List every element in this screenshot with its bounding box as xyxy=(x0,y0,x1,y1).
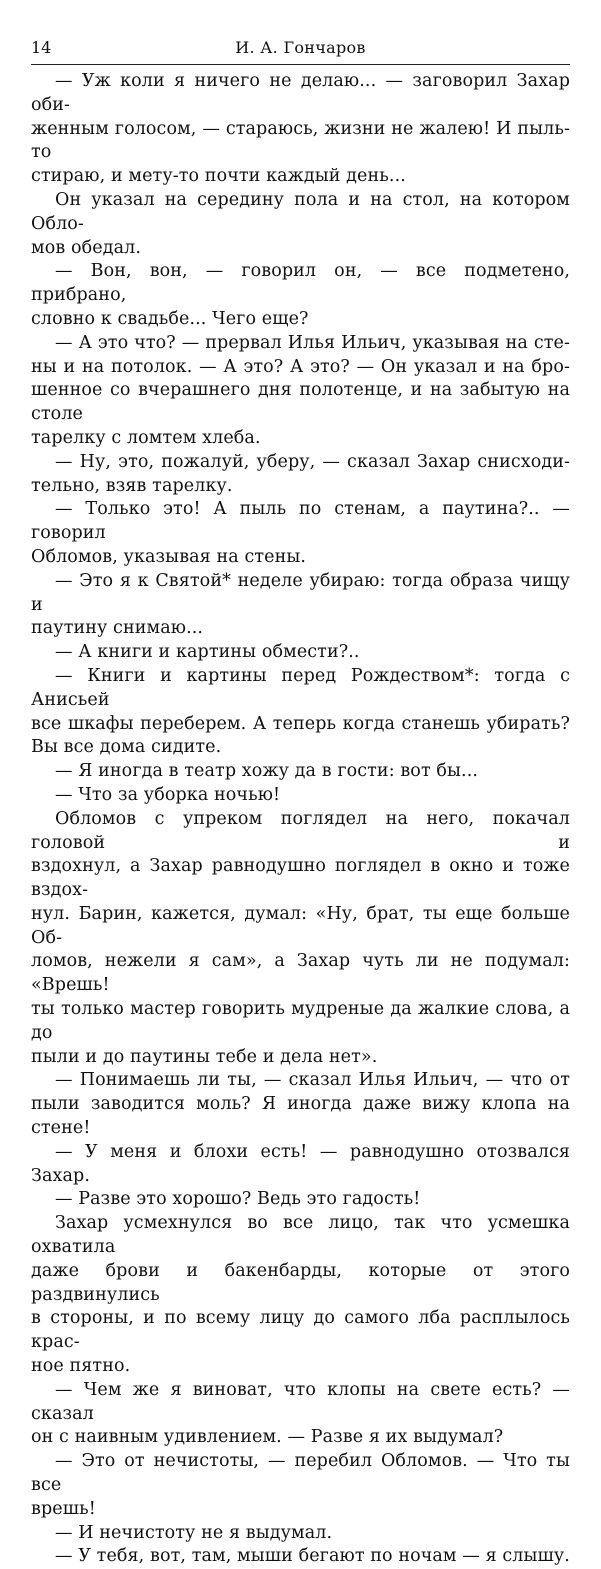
page-number: 14 xyxy=(31,38,52,57)
text-line: он с наивным удивлением. — Разве я их выдумал? xyxy=(31,1427,504,1448)
text-line: — И нечистоту не я выдумал. xyxy=(55,1522,333,1543)
text-line: Вы все дома сидите. xyxy=(31,737,222,758)
text-line: — Это от нечистоты, — перебил Обломов. — Что ты все xyxy=(31,1451,570,1496)
header-rule xyxy=(31,64,570,65)
text-line: — А книги и картины обмести?.. xyxy=(55,642,360,663)
text-line: Он указал на середину пола и на стол, на котором Обло- xyxy=(31,189,570,234)
text-line: в стороны, и по всему лицу до самого лба расплылось крас- xyxy=(31,1308,570,1353)
text-line: мов обедал. xyxy=(31,237,141,258)
text-line: — У тебя, вот, там, мыши бегают по ночам — я слышу. xyxy=(55,1546,570,1567)
text-line: — Ну, это, пожалуй, уберу, — сказал Захар снисходи- xyxy=(55,451,570,472)
text-line: словно к свадьбе... Чего еще? xyxy=(31,308,309,329)
text-line: даже брови и бакенбарды, которые от этого раздвинулись xyxy=(31,1260,570,1305)
text-line: — Чем же я виноват, что клопы на свете есть? — сказал xyxy=(31,1379,570,1424)
text-line: все шкафы переберем. А теперь когда станешь убирать? xyxy=(31,713,570,734)
text-body xyxy=(31,70,570,1569)
text-line: нул. Барин, кажется, думал: «Ну, брат, ты еще больше Об- xyxy=(31,903,570,948)
text-line: Захар усмехнулся во все лицо, так что усмешка охватила xyxy=(31,1213,570,1258)
text-line: ты только мастер говорить мудреные да жалкие слова, а до xyxy=(31,999,570,1043)
text-line: — Разве это хорошо? Ведь это гадость! xyxy=(55,1189,421,1210)
text-line: врешь! xyxy=(31,1498,96,1519)
text-line: пыли и до паутины тебе и дела нет». xyxy=(31,1046,378,1067)
text-line: ломов, нежели я сам», а Захар чуть ли не подумал: «Врешь! xyxy=(31,951,570,996)
text-line: тельно, взяв тарелку. xyxy=(31,475,233,496)
text-line: тарелку с ломтем хлеба. xyxy=(31,427,261,448)
text-line: паутину снимаю... xyxy=(31,618,204,639)
text-line: — Уж коли я ничего не делаю... — заговорил Захар оби- xyxy=(31,71,570,115)
text-line: — Я иногда в театр хожу да в гости: вот бы... xyxy=(55,761,479,782)
text-line: шенное со вчерашнего дня полотенце, и на забытую на столе xyxy=(31,380,570,425)
text-line: — Это я к Святой* неделе убираю: тогда образа чищу и xyxy=(31,570,570,615)
text-line: — Книги и картины перед Рождеством*: тогда с Анисьей xyxy=(31,665,570,710)
running-head: И. А. Гончаров xyxy=(235,38,366,57)
text-line: вздохнул, а Захар равнодушно поглядел в окно и тоже вздох- xyxy=(31,856,570,901)
text-line: — Что за уборка ночью! xyxy=(55,784,281,805)
text-line: Обломов с упреком поглядел на него, покачал головой и xyxy=(31,808,570,853)
text-line: — Понимаешь ли ты, — сказал Илья Ильич, — что от xyxy=(55,1070,570,1091)
text-line: — А это что? — прервал Илья Ильич, указывая на сте- xyxy=(55,332,570,353)
page-header xyxy=(31,30,570,58)
text-line: стираю, и мету-то почти каждый день... xyxy=(31,166,406,187)
text-line: ное пятно. xyxy=(31,1356,131,1377)
text-line: Обломов, указывая на стены. xyxy=(31,546,307,567)
text-line: — Только это! А пыль по стенам, а паутина?.. — говорил xyxy=(31,499,570,544)
text-line: пыли заводится моль? Я иногда даже вижу клопа на стене! xyxy=(31,1094,570,1139)
text-line: женным голосом, — стараюсь, жизни не жалею! И пыль-то xyxy=(31,118,570,163)
text-line: — Вон, вон, — говорил он, — все подметено, прибрано, xyxy=(31,261,570,306)
text-line: — У меня и блохи есть! — равнодушно отозвался Захар. xyxy=(31,1141,570,1186)
text-line: ны и на потолок. — А это? А это? — Он указал и на бро- xyxy=(31,356,570,377)
